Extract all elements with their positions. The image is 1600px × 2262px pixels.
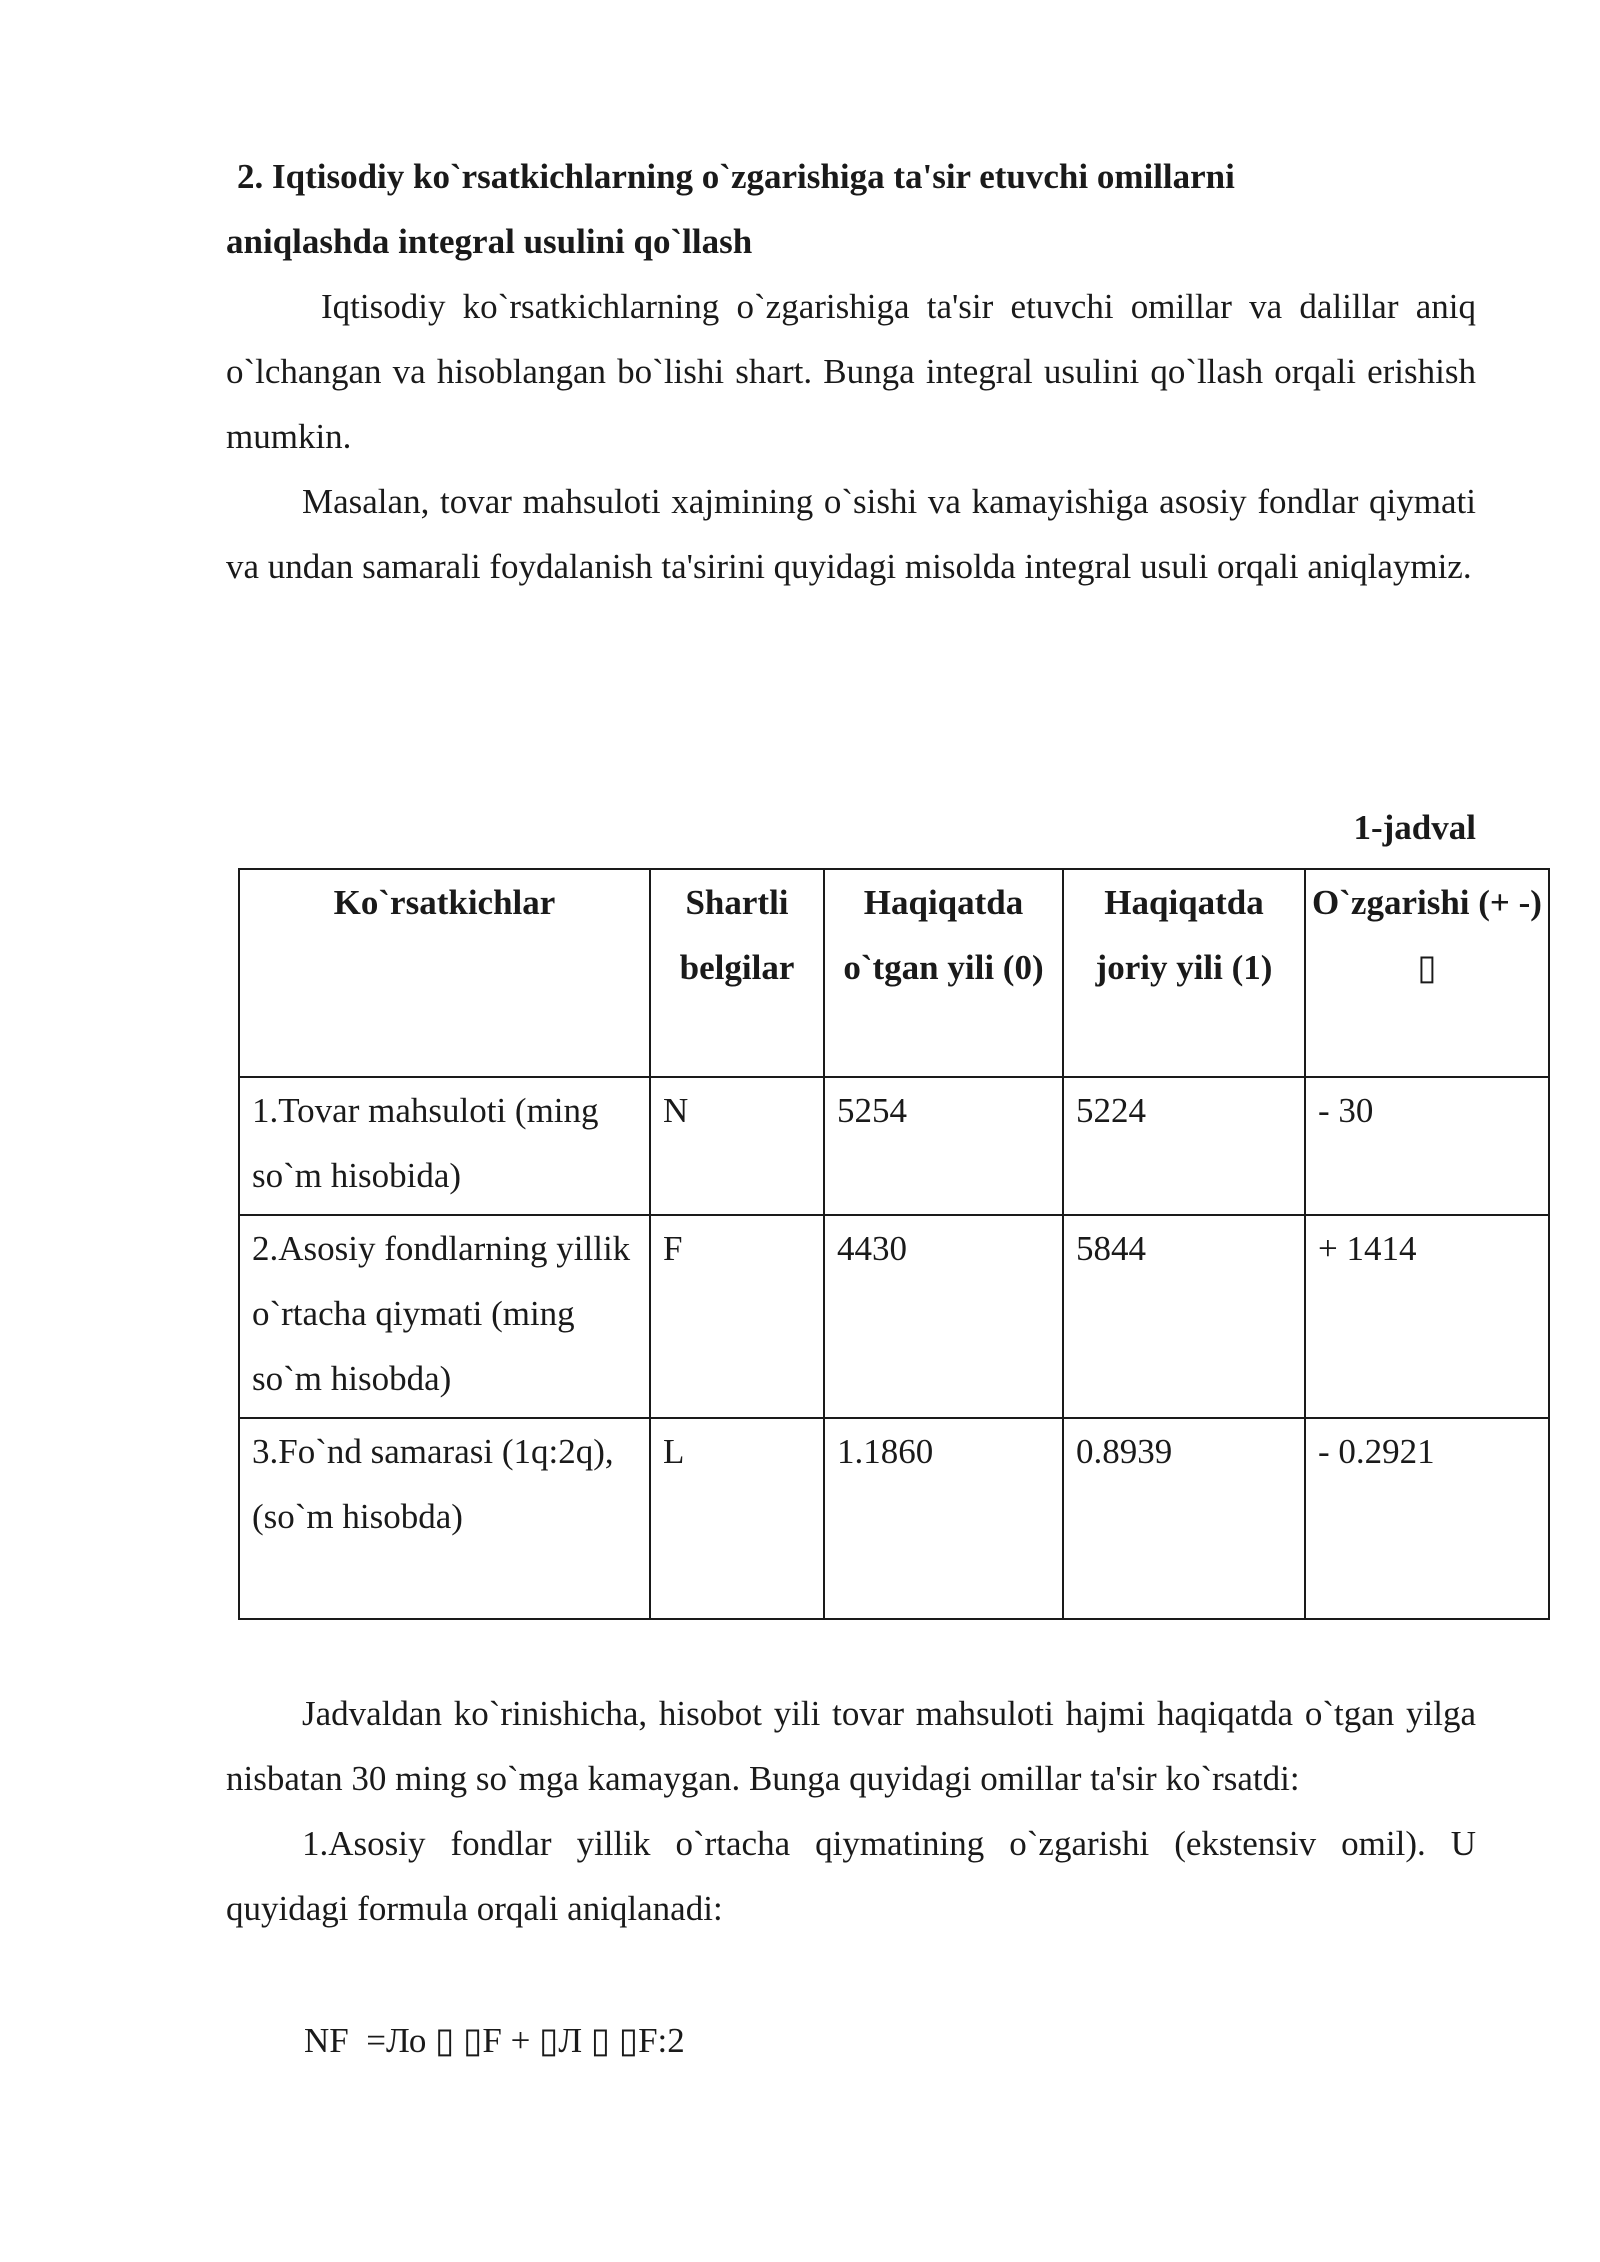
cell-previous: 5254 [824,1077,1063,1215]
paragraph-table-summary: Jadvaldan ko`rinishicha, hisobot yili tovar mahsuloti hajmi haqiqatda o`tgan yilga nisbatan 30 ming so`mga kamaygan. Bunga quyidagi omillar ta'sir ko`rsatdi: [226,1694,1476,1798]
paragraph-intro: Iqtisodiy ko`rsatkichlarning o`zgarishiga ta'sir etuvchi omillar va dalillar aniq o`lchangan va hisoblangan bo`lishi shart. Bunga integral usulini qo`llash orqali erishish mumkin. [226,287,1476,456]
cell-previous: 4430 [824,1215,1063,1418]
table-row [239,1215,1549,1418]
table-header-row [239,869,1549,1077]
formula: NF =Ло ▯ ▯F + ▯Л ▯ ▯F:2 [304,2021,685,2060]
table-row [239,1418,1549,1619]
cell-symbol: N [650,1077,824,1215]
header-previous-year: Haqiqatda o`tgan yili (0) [824,869,1063,1077]
header-symbols: Shartli belgilar [650,869,824,1077]
header-current-year: Haqiqatda joriy yili (1) [1063,869,1305,1077]
cell-current: 0.8939 [1063,1418,1305,1619]
cell-previous: 1.1860 [824,1418,1063,1619]
section-heading-line-2: aniqlashda integral usulini qo`llash [226,222,753,261]
cell-current: 5844 [1063,1215,1305,1418]
cell-indicator: 1.Tovar mahsuloti (ming so`m hisobida) [239,1077,650,1215]
table-row [239,1077,1549,1215]
cell-indicator: 3.Fo`nd samarasi (1q:2q), (so`m hisobda) [239,1418,650,1619]
table-caption: 1-jadval [1353,808,1476,847]
data-table [238,868,1550,1620]
cell-indicator: 2.Asosiy fondlarning yillik o`rtacha qiymati (ming so`m hisobda) [239,1215,650,1418]
paragraph-factor-1: 1.Asosiy fondlar yillik o`rtacha qiymatining o`zgarishi (ekstensiv omil). U quyidagi formula orqali aniqlanadi: [226,1824,1476,1928]
paragraph-example: Masalan, tovar mahsuloti xajmining o`sishi va kamayishiga asosiy fondlar qiymati va undan samarali foydalanish ta'sirini quyidagi misolda integral usuli orqali aniqlaymiz. [226,482,1476,586]
header-indicators: Ko`rsatkichlar [239,869,650,1077]
cell-change: + 1414 [1305,1215,1549,1418]
cell-symbol: L [650,1418,824,1619]
section-heading-line-1: 2. Iqtisodiy ko`rsatkichlarning o`zgarishiga ta'sir etuvchi omillarni [237,157,1235,196]
cell-change: - 30 [1305,1077,1549,1215]
cell-symbol: F [650,1215,824,1418]
cell-change: - 0.2921 [1305,1418,1549,1619]
header-change: O`zgarishi (+ -) ▯ [1305,869,1549,1077]
cell-current: 5224 [1063,1077,1305,1215]
